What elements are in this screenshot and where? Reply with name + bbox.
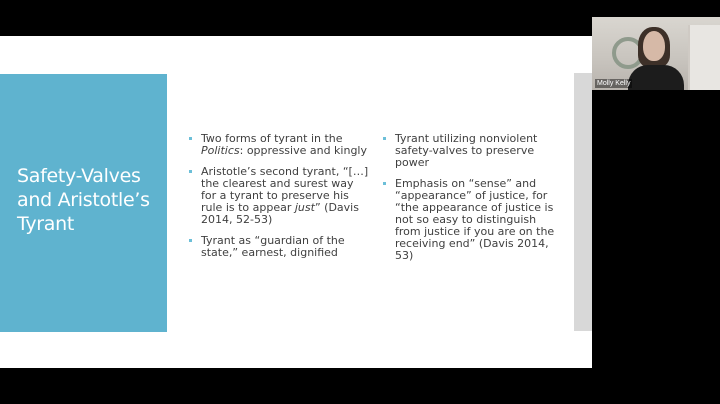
participant-face (643, 31, 665, 61)
participant-video-tile[interactable] (592, 17, 720, 90)
bullet-item: Emphasis on “sense” and “appearance” of justice, for “the appearance of justice is not so easy to distinguish from justice if you are on the receiving end” (Davis 2014, 53) (383, 178, 558, 262)
bullet-item: Tyrant as “guardian of the state,” earnest, dignified (189, 235, 369, 259)
participant-body (628, 65, 684, 90)
slide-title-line: Safety-Valves (17, 165, 141, 187)
bullet-item: Tyrant utilizing nonviolent safety-valves to preserve power (383, 133, 558, 169)
bullet-item: Two forms of tyrant in the Politics: oppressive and kingly (189, 133, 369, 157)
right-bullet-column (383, 133, 558, 271)
bullet-item: Aristotle’s second tyrant, “[…] the clearest and surest way for a tyrant to preserve his rule is to appear just” (Davis 2014, 52-53) (189, 166, 369, 226)
slide-title-line: and Aristotle’s (17, 189, 150, 211)
door-background (688, 25, 720, 90)
presentation-slide (0, 36, 592, 368)
slide-title-line: Tyrant (17, 213, 75, 235)
slide-scrollbar[interactable] (574, 73, 592, 331)
participant-name-label: Molly Kelly (597, 80, 631, 87)
left-bullet-column (189, 133, 369, 268)
slide-title (17, 164, 167, 236)
